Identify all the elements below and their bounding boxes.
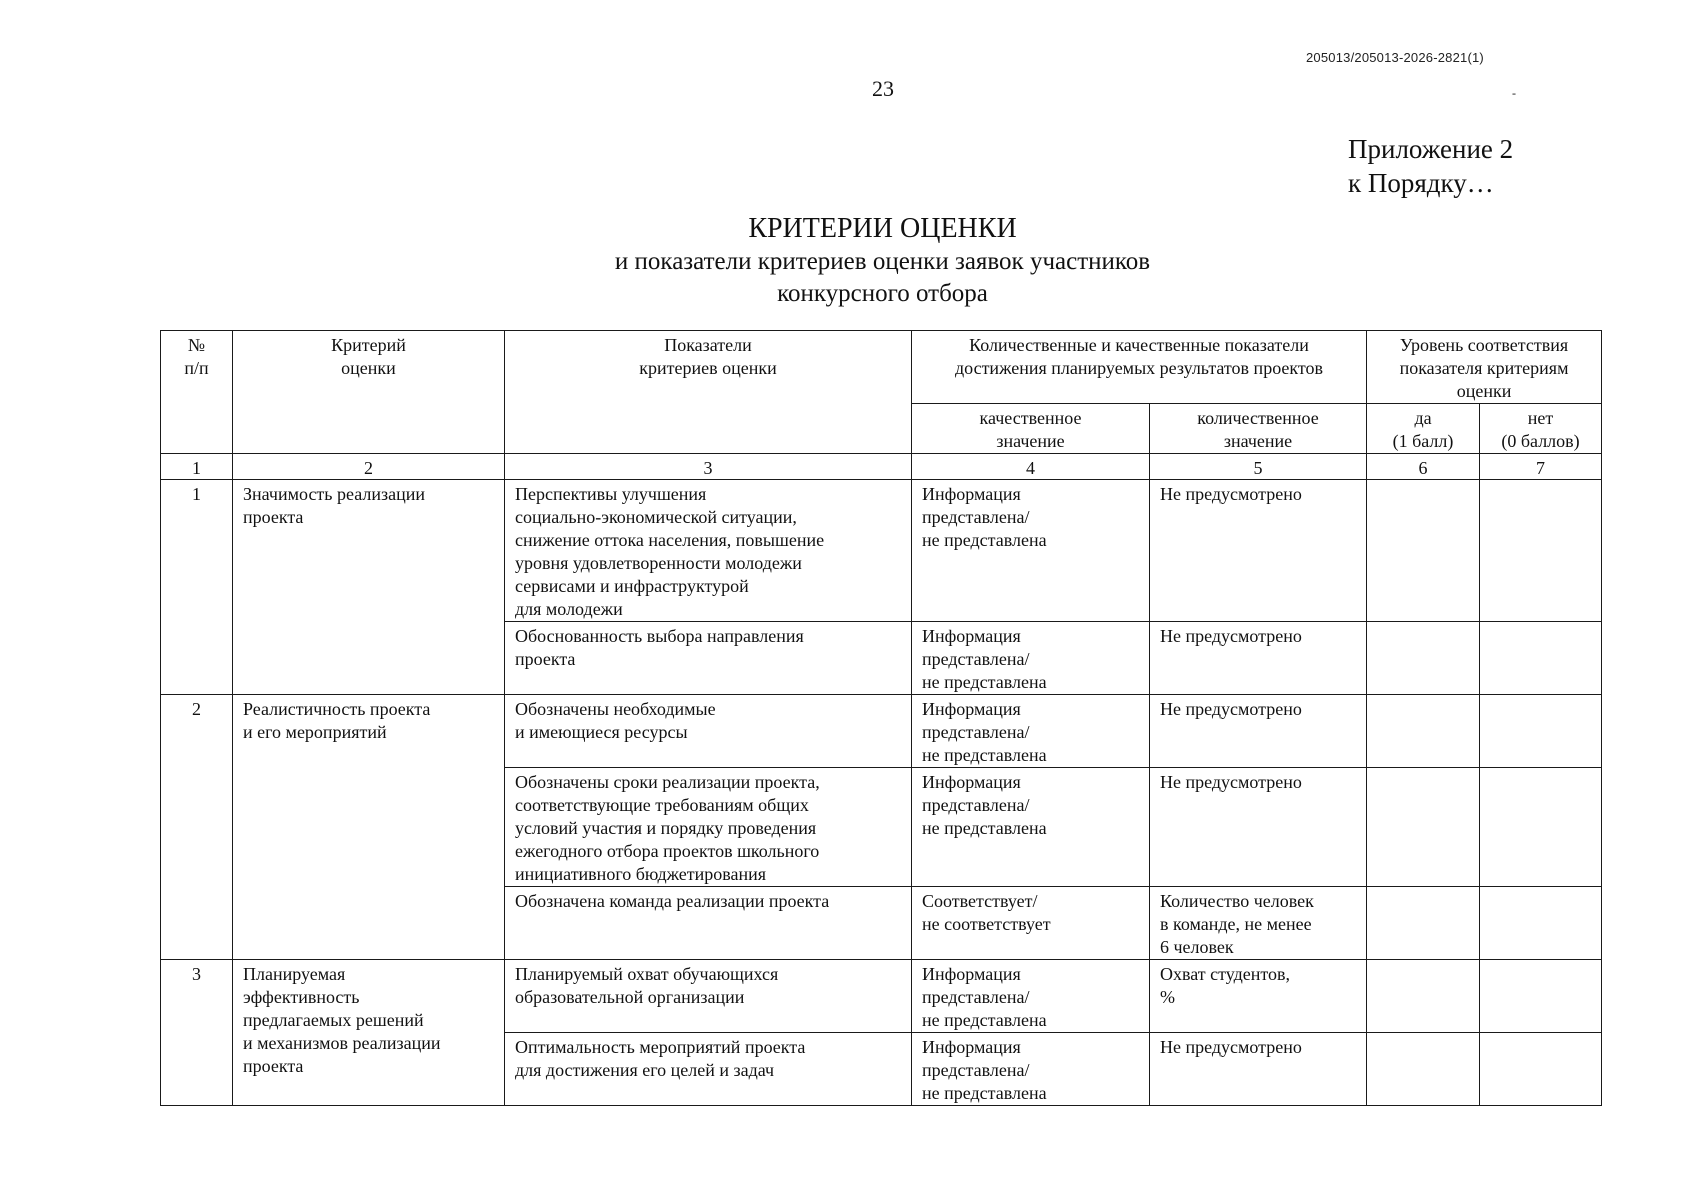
header-text: оценки [341, 358, 396, 378]
no-score-cell [1480, 695, 1602, 768]
document-title: КРИТЕРИИ ОЦЕНКИ [748, 213, 1017, 244]
yes-score-cell [1367, 622, 1480, 695]
qualitative-value-cell [912, 480, 1150, 622]
criterion-cell [233, 960, 505, 1106]
qualitative-value-cell [912, 1033, 1150, 1106]
quantitative-value-cell [1150, 768, 1367, 887]
indicator-text: инициативного бюджетирования [515, 864, 767, 884]
header-indicators [505, 331, 912, 454]
header-text: Количественные и качественные показатели [969, 335, 1309, 355]
no-score-cell [1480, 480, 1602, 622]
indicator-text: соответствующие требованиям общих [515, 795, 809, 815]
qualitative-text: не представлена [922, 818, 1047, 838]
qualitative-text: представлена/ [922, 722, 1030, 742]
qualitative-text: Информация [922, 699, 1021, 719]
qualitative-text: не представлена [922, 530, 1047, 550]
quantitative-value-cell [1150, 622, 1367, 695]
header-text: № [187, 335, 206, 355]
document-subtitle-line-2: конкурсного отбора [777, 280, 988, 307]
header-number [161, 331, 233, 454]
header-text: значение [1223, 431, 1293, 451]
quantitative-value-cell [1150, 480, 1367, 622]
no-score-cell [1480, 768, 1602, 887]
table-row [161, 960, 1602, 1033]
quantitative-text: Не предусмотрено [1160, 772, 1302, 792]
criterion-cell [233, 480, 505, 695]
header-text: да [1414, 408, 1432, 428]
header-results [912, 331, 1367, 404]
column-number: 7 [1480, 454, 1602, 480]
qualitative-text: Информация [922, 626, 1021, 646]
document-subtitle-line-1: и показатели критериев оценки заявок участников [614, 248, 1151, 275]
qualitative-value-cell [912, 960, 1150, 1033]
qualitative-text: не представлена [922, 1010, 1047, 1030]
criterion-text: и его мероприятий [243, 722, 387, 742]
criterion-text: Реалистичность проекта [243, 699, 431, 719]
indicator-text: Перспективы улучшения [515, 484, 707, 504]
indicator-text: проекта [515, 649, 576, 669]
column-number: 2 [233, 454, 505, 480]
indicator-text: социально-экономической ситуации, [515, 507, 797, 527]
quantitative-text: Не предусмотрено [1160, 484, 1302, 504]
header-compliance-level [1367, 331, 1602, 404]
criterion-text: проекта [243, 1056, 304, 1076]
header-quantitative [1150, 404, 1367, 454]
quantitative-text: % [1160, 987, 1175, 1007]
criterion-text: предлагаемых решений [243, 1010, 424, 1030]
table-row [161, 695, 1602, 768]
indicator-text: Планируемый охват обучающихся [515, 964, 779, 984]
quantitative-value-cell [1150, 887, 1367, 960]
header-row [161, 331, 1602, 404]
quantitative-text: Не предусмотрено [1160, 1037, 1302, 1057]
header-text: п/п [184, 358, 209, 378]
criterion-text: проекта [243, 507, 304, 527]
qualitative-value-cell [912, 622, 1150, 695]
table-row [161, 480, 1602, 622]
column-number-row [161, 454, 1602, 480]
page-number: 23 [872, 76, 894, 101]
indicator-text: Обоснованность выбора направления [515, 626, 804, 646]
indicator-text: уровня удовлетворенности молодежи [515, 553, 802, 573]
column-number: 6 [1367, 454, 1480, 480]
header-text: оценки [1456, 381, 1512, 401]
qualitative-text: Соответствует/ [922, 891, 1038, 911]
column-number: 1 [161, 454, 233, 480]
header-no [1480, 404, 1602, 454]
quantitative-value-cell [1150, 960, 1367, 1033]
qualitative-text: Информация [922, 964, 1021, 984]
qualitative-value-cell [912, 768, 1150, 887]
appendix-reference [1348, 132, 1513, 200]
no-score-cell [1480, 960, 1602, 1033]
quantitative-text: Не предусмотрено [1160, 699, 1302, 719]
column-number: 5 [1150, 454, 1367, 480]
header-criterion [233, 331, 505, 454]
quantitative-text: Не предусмотрено [1160, 626, 1302, 646]
column-number: 3 [505, 454, 912, 480]
yes-score-cell [1367, 1033, 1480, 1106]
criterion-text: Значимость реализации [243, 484, 425, 504]
qualitative-text: не представлена [922, 745, 1047, 765]
criterion-text: эффективность [243, 987, 360, 1007]
qualitative-text: Информация [922, 484, 1021, 504]
qualitative-value-cell [912, 695, 1150, 768]
indicator-cell [505, 960, 912, 1033]
header-text: количественное [1197, 408, 1319, 428]
indicator-text: и имеющиеся ресурсы [515, 722, 688, 742]
qualitative-text: представлена/ [922, 795, 1030, 815]
appendix-line-1: Приложение 2 [1348, 134, 1514, 164]
qualitative-text: Информация [922, 772, 1021, 792]
qualitative-text: не соответствует [922, 914, 1051, 934]
qualitative-text: не представлена [922, 1083, 1047, 1103]
no-score-cell [1480, 1033, 1602, 1106]
criteria-table [160, 330, 1602, 1106]
header-text: показателя критериям [1399, 358, 1569, 378]
indicator-text: ежегодного отбора проектов школьного [515, 841, 820, 861]
scan-mark: - [1512, 86, 1516, 100]
header-qualitative [912, 404, 1150, 454]
indicator-text: Оптимальность мероприятий проекта [515, 1037, 806, 1057]
quantitative-value-cell [1150, 695, 1367, 768]
yes-score-cell [1367, 887, 1480, 960]
indicator-text: для молодежи [515, 599, 623, 619]
yes-score-cell [1367, 480, 1480, 622]
qualitative-text: представлена/ [922, 987, 1030, 1007]
qualitative-text: Информация [922, 1037, 1021, 1057]
qualitative-value-cell [912, 887, 1150, 960]
indicator-text: Обозначена команда реализации проекта [515, 891, 830, 911]
row-number: 3 [161, 960, 233, 1106]
quantitative-text: Охват студентов, [1160, 964, 1291, 984]
row-number: 2 [161, 695, 233, 960]
quantitative-text: 6 человек [1160, 937, 1234, 957]
criterion-text: и механизмов реализации [243, 1033, 441, 1053]
column-number: 4 [912, 454, 1150, 480]
criterion-cell [233, 695, 505, 960]
yes-score-cell [1367, 768, 1480, 887]
indicator-text: условий участия и порядку проведения [515, 818, 817, 838]
indicator-text: сервисами и инфраструктурой [515, 576, 749, 596]
qualitative-text: представлена/ [922, 649, 1030, 669]
qualitative-text: представлена/ [922, 1060, 1030, 1080]
indicator-cell [505, 768, 912, 887]
indicator-cell [505, 887, 912, 960]
header-text: значение [996, 431, 1065, 451]
document-id: 205013/205013-2026-2821(1) [1306, 50, 1484, 65]
indicator-text: образовательной организации [515, 987, 745, 1007]
qualitative-text: представлена/ [922, 507, 1030, 527]
yes-score-cell [1367, 695, 1480, 768]
quantitative-value-cell [1150, 1033, 1367, 1106]
no-score-cell [1480, 887, 1602, 960]
header-text: нет [1527, 408, 1554, 428]
header-text: (0 баллов) [1501, 431, 1580, 451]
header-text: Уровень соответствия [1399, 335, 1569, 355]
qualitative-text: не представлена [922, 672, 1047, 692]
criterion-text: Планируемая [243, 964, 346, 984]
indicator-cell [505, 480, 912, 622]
indicator-cell [505, 622, 912, 695]
yes-score-cell [1367, 960, 1480, 1033]
no-score-cell [1480, 622, 1602, 695]
appendix-line-2: к Порядку… [1348, 168, 1494, 198]
indicator-text: Обозначены необходимые [515, 699, 716, 719]
indicator-text: Обозначены сроки реализации проекта, [515, 772, 820, 792]
quantitative-text: Количество человек [1160, 891, 1314, 911]
header-text: Критерий [331, 335, 406, 355]
indicator-cell [505, 695, 912, 768]
header-text: Показатели [664, 335, 752, 355]
header-text: (1 балл) [1392, 431, 1454, 451]
header-yes [1367, 404, 1480, 454]
indicator-cell [505, 1033, 912, 1106]
indicator-text: для достижения его целей и задач [515, 1060, 775, 1080]
indicator-text: снижение оттока населения, повышение [515, 530, 825, 550]
header-text: качественное [979, 408, 1082, 428]
header-text: достижения планируемых результатов проектов [954, 358, 1324, 378]
header-text: критериев оценки [639, 358, 777, 378]
quantitative-text: в команде, не менее [1160, 914, 1312, 934]
row-number: 1 [161, 480, 233, 695]
